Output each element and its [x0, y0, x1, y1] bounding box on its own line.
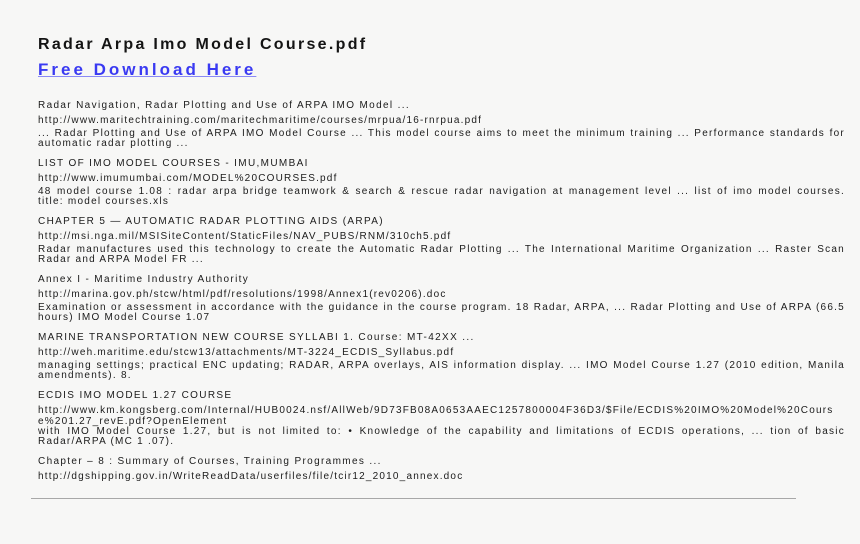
result-description: with IMO Model Course 1.27, but is not limited to: • Knowledge of the capability and limitations of ECDIS operations, ... tion of basic Radar/ARPA (MC 1 .07).	[38, 426, 845, 447]
bottom-divider	[31, 498, 796, 499]
result-url[interactable]: http://marina.gov.ph/stcw/html/pdf/resolutions/1998/Annex1(rev0206).doc	[38, 289, 447, 300]
result-title: Radar Navigation, Radar Plotting and Use of ARPA IMO Model ...	[38, 100, 410, 111]
result-description: Examination or assessment in accordance with the guidance in the course program. 18 Radar, ARPA, ... Radar Plotting and Use of ARPA (66.5 hours) IMO Model Course 1.07	[38, 302, 845, 323]
result-item	[38, 216, 845, 265]
result-item	[38, 456, 845, 482]
free-download-link[interactable]: Free Download Here	[38, 60, 257, 79]
result-description: managing settings; practical ENC updating; RADAR, ARPA overlays, AIS information display. ... IMO Model Course 1.27 (2010 edition, Manila amendments). 8.	[38, 360, 845, 381]
result-item	[38, 100, 845, 149]
result-item	[38, 332, 845, 381]
results-list	[38, 100, 845, 482]
result-url[interactable]: http://dgshipping.gov.in/WriteReadData/userfiles/file/tcir12_2010_annex.doc	[38, 471, 464, 482]
result-url[interactable]: http://www.maritechtraining.com/maritechmaritime/courses/mrpua/16-rnrpua.pdf	[38, 115, 483, 126]
result-item	[38, 274, 845, 323]
result-title: Chapter – 8 : Summary of Courses, Training Programmes ...	[38, 456, 382, 467]
result-title: CHAPTER 5 — AUTOMATIC RADAR PLOTTING AIDS (ARPA)	[38, 216, 384, 227]
result-description: 48 model course 1.08 : radar arpa bridge teamwork & search & rescue radar navigation at management level ... list of imo model courses. title: model courses.xls	[38, 186, 845, 207]
result-item	[38, 158, 845, 207]
result-title: Annex I - Maritime Industry Authority	[38, 274, 250, 285]
page-title: Radar Arpa Imo Model Course.pdf	[38, 36, 368, 53]
result-url[interactable]: http://www.km.kongsberg.com/Internal/HUB0024.nsf/AllWeb/9D73FB08A0653AAEC1257800004F36D3/$File/ECDIS%20IMO%20Model%20Course%201.27_revE.pdf?OpenElement	[38, 405, 834, 427]
result-description: ... Radar Plotting and Use of ARPA IMO Model Course ... This model course aims to meet the minimum training ... Performance standards for automatic radar plotting ...	[38, 128, 845, 149]
result-description: Radar manufactures used this technology to create the Automatic Radar Plotting ... The International Maritime Organization ... Raster Scan Radar and ARPA Model FR ...	[38, 244, 845, 265]
result-title: LIST OF IMO MODEL COURSES - IMU,MUMBAI	[38, 158, 309, 169]
result-item	[38, 390, 845, 447]
result-url[interactable]: http://www.imumumbai.com/MODEL%20COURSES.pdf	[38, 173, 338, 184]
result-url[interactable]: http://weh.maritime.edu/stcw13/attachments/MT-3224_ECDIS_Syllabus.pdf	[38, 347, 455, 358]
result-title: MARINE TRANSPORTATION NEW COURSE SYLLABI 1. Course: MT-42XX ...	[38, 332, 475, 343]
result-url[interactable]: http://msi.nga.mil/MSISiteContent/StaticFiles/NAV_PUBS/RNM/310ch5.pdf	[38, 231, 452, 242]
result-title: ECDIS IMO MODEL 1.27 COURSE	[38, 390, 233, 401]
